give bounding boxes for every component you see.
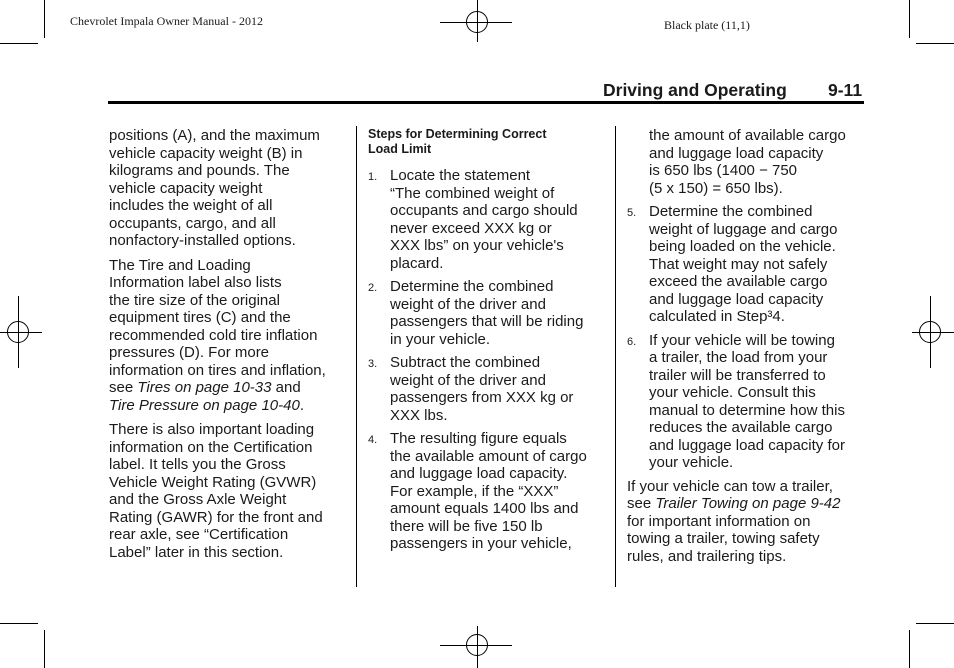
column-2 xyxy=(368,127,608,559)
list-item: 1. Locate the statement “The combined weight of occupants and cargo should never exceed XXX kg or XXX lbs” on your vehicle's placard. xyxy=(368,167,578,272)
crop-mark xyxy=(916,623,954,624)
link-tire-pressure[interactable]: Tire Pressure on page 10-40 xyxy=(109,396,300,414)
crop-mark xyxy=(0,43,38,44)
section-title: Driving and Operating xyxy=(603,80,787,100)
column-1 xyxy=(109,127,349,568)
crop-mark xyxy=(909,0,910,38)
list-item: 5. Determine the combined weight of luggage and cargo being loaded on the vehicle. That weight may not safely exceed the available cargo and luggage load capacity calculated in Step³4. xyxy=(627,203,838,325)
column-divider xyxy=(615,126,616,587)
paragraph: positions (A), and the maximum vehicle capacity weight (B) in kilograms and pounds. The vehicle capacity weight includes the weight of all occupants, cargo, and all nonfactory-installed options. xyxy=(109,127,320,249)
page-number: 9-11 xyxy=(828,80,863,100)
manual-title: Chevrolet Impala Owner Manual - 2012 xyxy=(70,14,263,28)
plate-label: Black plate (11,1) xyxy=(664,18,750,32)
column-divider xyxy=(356,126,357,587)
list-item-continued: the amount of available cargo and luggage load capacity is 650 lbs (1400 − 750 (5 x 150) = 650 lbs). xyxy=(649,127,846,197)
crop-mark xyxy=(44,630,45,668)
header-rule xyxy=(108,101,864,104)
crop-mark xyxy=(909,630,910,668)
list-item: 6. If your vehicle will be towing a trailer, the load from your trailer will be transferred to your vehicle. Consult this manual to determine how this reduces the available cargo and luggage load capacity for your vehicle. xyxy=(627,331,845,471)
list-item: 3. Subtract the combined weight of the driver and passengers from XXX kg or XXX lbs. xyxy=(368,354,574,424)
list-item: 4. The resulting figure equals the available amount of cargo and luggage load capacity. For example, if the “XXX” amount equals 1400 lbs and there will be five 150 lb passengers in your vehicle, xyxy=(368,430,587,552)
list-item: 2. Determine the combined weight of the driver and passengers that will be riding in your vehicle. xyxy=(368,278,584,348)
column-3 xyxy=(627,127,869,572)
subheading: Steps for Determining Correct Load Limit xyxy=(368,127,547,156)
link-tires[interactable]: Tires on page 10-33 xyxy=(137,379,272,396)
link-trailer-towing[interactable]: Trailer Towing on page 9-42 xyxy=(655,495,841,512)
crop-mark xyxy=(916,43,954,44)
paragraph: There is also important loading information on the Certification label. It tells you the Gross Vehicle Weight Rating (GVWR) and the Gross Axle Weight Rating (GAWR) for the front and rear axle, see “Certification Label” later in this section. xyxy=(109,421,323,561)
paragraph: If your vehicle can tow a trailer, see Trailer Towing on page 9-42 for important information on towing a trailer, towing safety rules, and trailering tips. xyxy=(627,477,841,565)
paragraph: The Tire and Loading Information label also lists the tire size of the original equipment tires (C) and the recommended cold tire inflation pressures (D). For more information on tires and inflation, see Tires on page 10-33 and Tire Pressure on page 10-40. xyxy=(109,256,326,414)
crop-mark xyxy=(0,623,38,624)
crop-mark xyxy=(44,0,45,38)
